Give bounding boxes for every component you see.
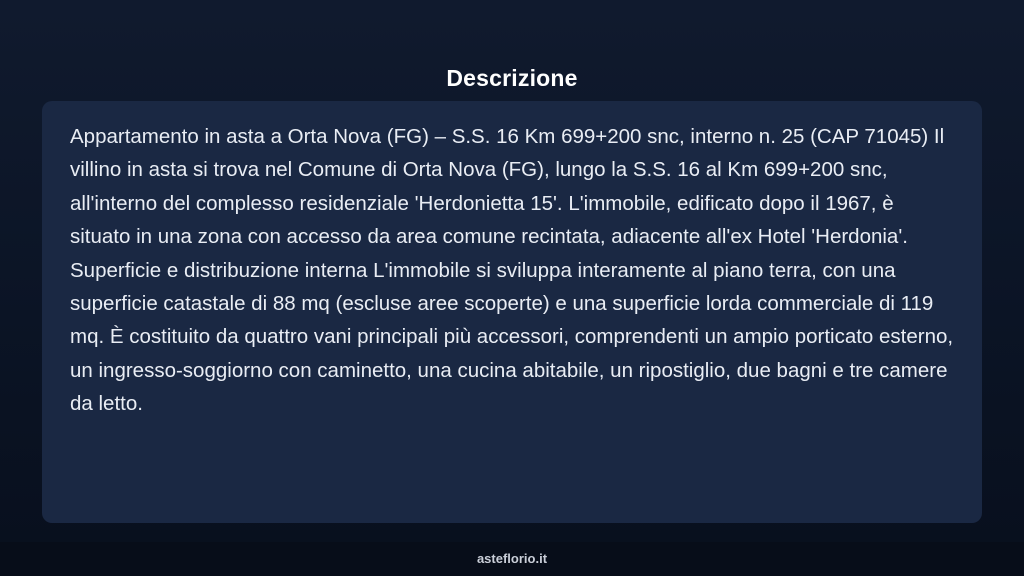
description-card [42,101,982,523]
page-title: Descrizione [446,65,578,92]
footer-site-label: asteflorio.it [0,542,1024,576]
description-text: Appartamento in asta a Orta Nova (FG) – S.S. 16 Km 699+200 snc, interno n. 25 (CAP 71045) Il villino in asta si trova nel Comune di Orta Nova (FG), lungo la S.S. 16 al Km 699+200 snc, all'interno del complesso residenziale 'Herdonietta 15'. L'immobile, edificato dopo il 1967, è situato in una zona con accesso da area comune recintata, adiacente all'ex Hotel 'Herdonia'. Superficie e distribuzione interna L'immobile si sviluppa interamente al piano terra, con una superficie catastale di 88 mq (escluse aree scoperte) e una superficie lorda commerciale di 119 mq. È costituito da quattro vani principali più accessori, comprendenti un ampio porticato esterno, un ingresso-soggiorno con caminetto, una cucina abitabile, un ripostiglio, due bagni e tre camere da letto. [70,125,954,416]
